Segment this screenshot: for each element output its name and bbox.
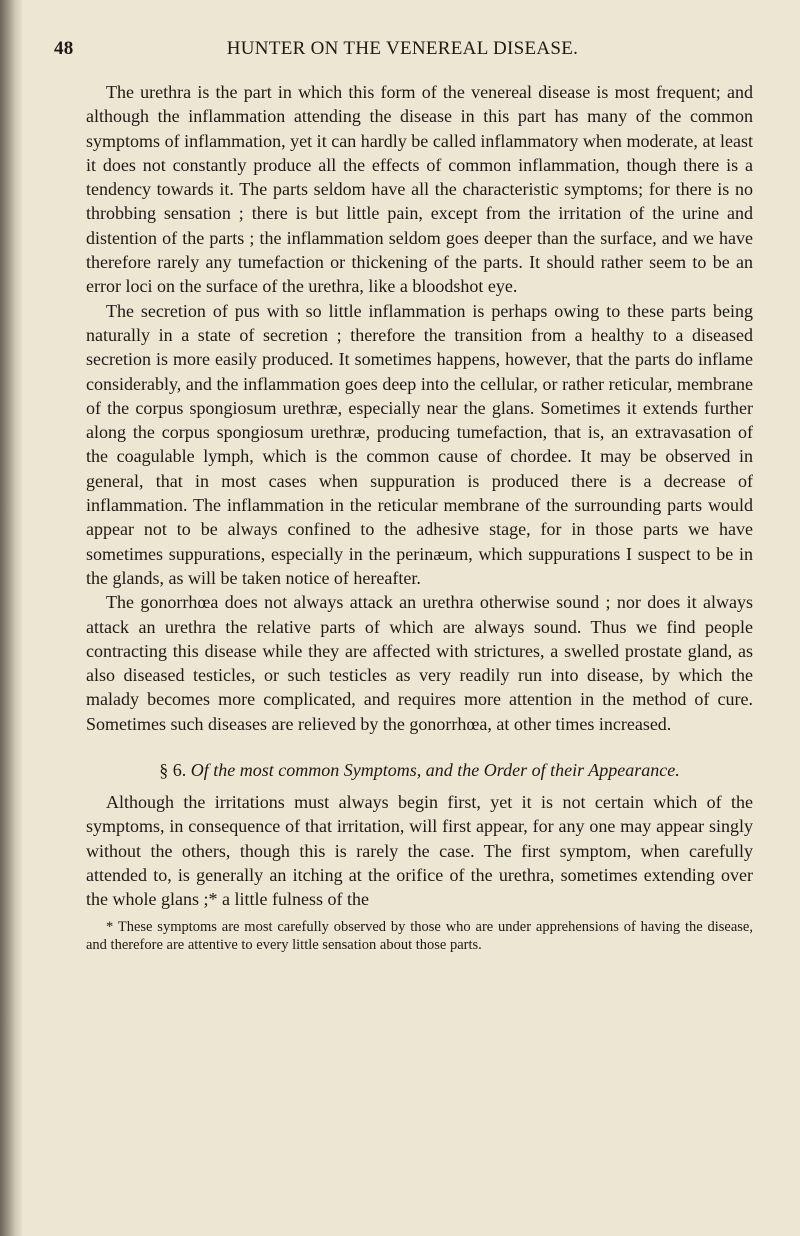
paragraph: The secretion of pus with so little inflammation is perhaps owing to these parts being naturally in a state of secretion ; therefore the transition from a healthy to a diseased secretion is more easily produced. It sometimes happens, however, that the parts do inflame considerably, and the inflammation goes deep into the cellular, or rather reticular, membrane of the corpus spongiosum urethræ, especially near the glans. Sometimes it extends further along the corpus spongiosum urethræ, producing tumefaction, that is, an extravasation of the coagulable lymph, which is the common cause of chordee. It may be observed in general, that in most cases when suppuration is produced there is a decrease of inflammation. The inflammation in the reticular membrane of the surrounding parts would appear not to be always confined to the adhesive stage, for in those parts we have sometimes suppurations, especially in the perinæum, which suppurations I suspect to be in the glands, as will be taken notice of hereafter. xyxy=(86,300,753,588)
running-title: HUNTER ON THE VENEREAL DISEASE. xyxy=(226,38,579,59)
page-body xyxy=(86,80,753,955)
section-heading xyxy=(86,758,753,782)
footnote: * These symptoms are most carefully observed by those who are under apprehensions of having the disease, and therefore are attentive to every little sensation about those parts. xyxy=(86,918,753,953)
page-header xyxy=(50,38,755,70)
paragraph: The gonorrhœa does not always attack an urethra otherwise sound ; nor does it always attack an urethra the relative parts of which are always sound. Thus we find people contracting this disease while they are affected with strictures, a swelled prostate gland, as also diseased testicles, or such testicles as very readily run into disease, by which the malady becomes more complicated, and requires more attention in the method of cure. Sometimes such diseases are relieved by the gonorrhœa, at other times increased. xyxy=(86,592,753,734)
section-number: § 6. xyxy=(159,760,187,781)
book-binding-edge xyxy=(0,0,22,1236)
paragraph: The urethra is the part in which this form of the venereal disease is most frequent; and although the inflammation attending the disease in this part has many of the common symptoms of inflammation, yet it can hardly be called inflammatory when moderate, at least it does not constantly produce all the effects of common inflammation, though there is a tendency towards it. The parts seldom have all the characteristic symptoms; for there is no throbbing sensation ; there is but little pain, except from the irritation of the urine and distention of the parts ; the inflammation seldom goes deeper than the surface, and we have therefore rarely any tumefaction or thickening of the parts. It should rather seem to be an error loci on the surface of the urethra, like a bloodshot eye. xyxy=(86,82,753,297)
section-title: Of the most common Symptoms, and the Order of their Appearance. xyxy=(190,760,680,781)
book-page xyxy=(50,38,755,955)
section-paragraph: Although the irritations must always begin first, yet it is not certain which of the symptoms, in consequence of that irritation, will first appear, for any one may appear singly without the others, though this is rarely the case. The first symptom, when carefully attended to, is generally an itching at the orifice of the urethra, sometimes extending over the whole glans ;* a little fulness of the xyxy=(86,792,753,910)
page-number: 48 xyxy=(54,38,74,59)
